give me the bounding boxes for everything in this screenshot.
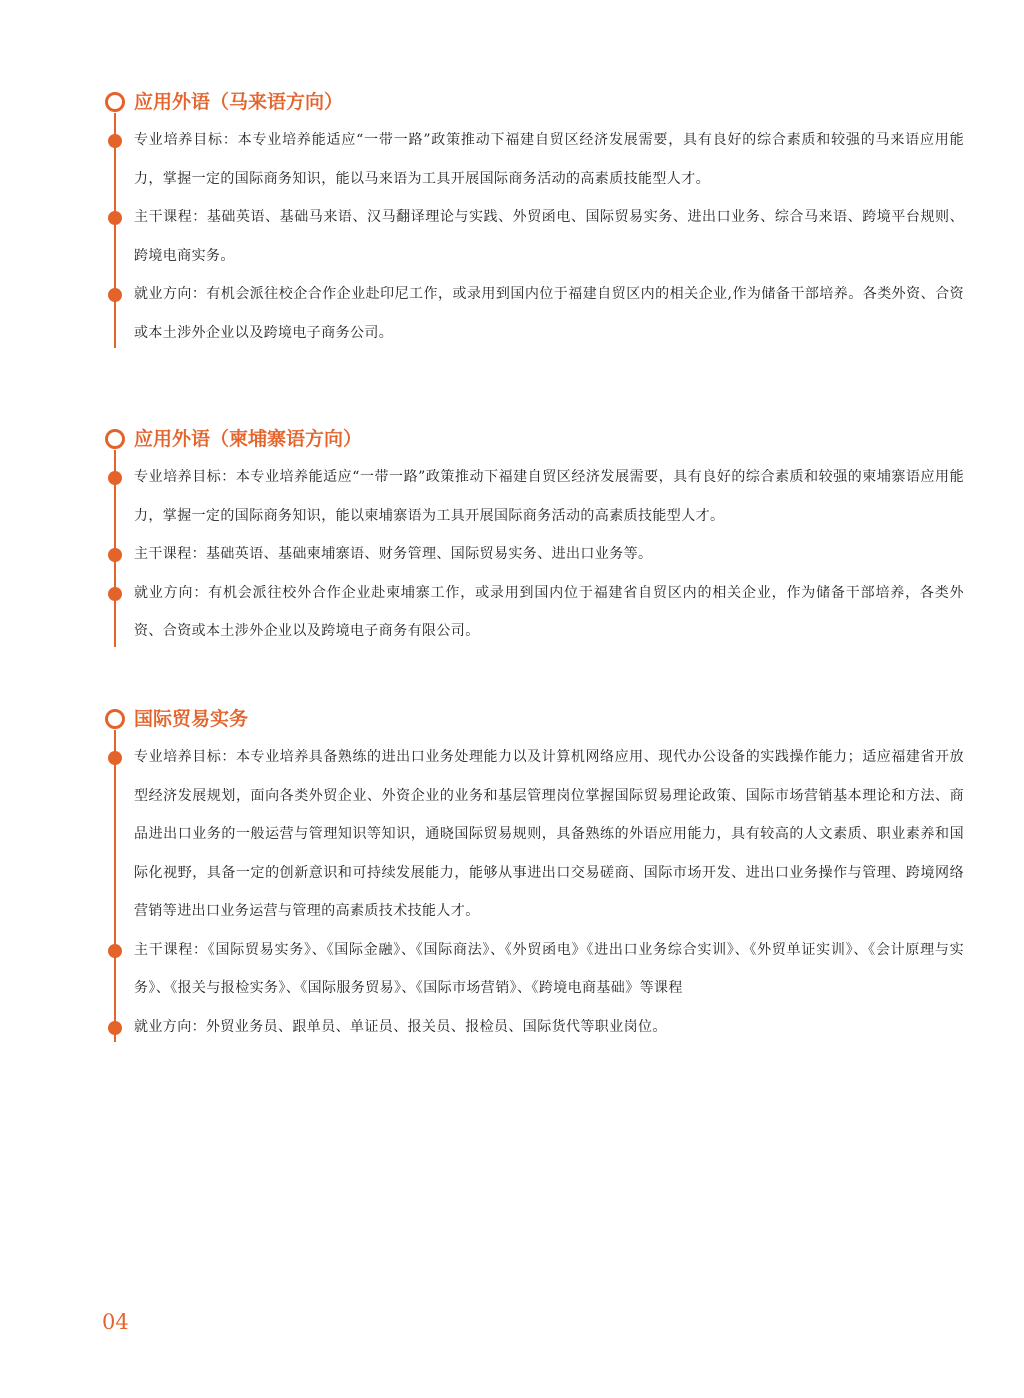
section-title <box>104 424 964 454</box>
bullet-dot-icon <box>108 134 122 148</box>
circle-marker-icon <box>105 709 125 729</box>
section-title-text: 国际贸易实务 <box>134 708 249 730</box>
item-text: 专业培养目标：本专业培养具备熟练的进出口业务处理能力以及计算机网络应用、现代办公设备的实践操作能力；适应福建省开放型经济发展规划，面向各类外贸企业、外资企业的业务和基层管理岗位掌握国际贸易理论政策、国际市场营销基本理论和方法、商品进出口业务的一般运营与管理知识等知识，通晓国际贸易规则，具备熟练的外语应用能力，具有较高的人文素质、职业素养和国际化视野，具备一定的创新意识和可持续发展能力，能够从事进出口交易磋商、国际市场开发、进出口业务操作与管理、跨境网络营销等进出口业务运营与管理的高素质技术技能人才。 <box>134 749 964 919</box>
section-malay <box>104 87 964 352</box>
section-khmer <box>104 424 964 651</box>
circle-marker-icon <box>105 92 125 112</box>
bullet-dot-icon <box>108 751 122 765</box>
item-employment <box>134 275 964 352</box>
section-title-text: 应用外语（柬埔寨语方向） <box>134 428 363 450</box>
item-employment <box>134 574 964 651</box>
item-text: 主干课程：基础英语、基础柬埔寨语、财务管理、国际贸易实务、进出口业务等。 <box>134 546 653 562</box>
item-objective <box>134 458 964 535</box>
section-international-trade <box>104 704 964 1046</box>
timeline-line <box>114 113 116 348</box>
section-title <box>104 87 964 117</box>
bullet-dot-icon <box>108 288 122 302</box>
item-text: 主干课程：《国际贸易实务》、《国际金融》、《国际商法》、《外贸函电》《进出口业务综合实训》、《外贸单证实训》、《会计原理与实务》、《报关与报检实务》、《国际服务贸易》、《国际市场营销》、《跨境电商基础》等课程 <box>134 941 964 996</box>
item-courses <box>134 535 964 574</box>
bullet-dot-icon <box>108 587 122 601</box>
item-courses <box>134 198 964 275</box>
timeline-line <box>114 730 116 1042</box>
item-text: 专业培养目标：本专业培养能适应“一带一路”政策推动下福建自贸区经济发展需要，具有良好的综合素质和较强的马来语应用能力，掌握一定的国际商务知识，能以马来语为工具开展国际商务活动的高素质技能型人才。 <box>134 132 964 187</box>
item-courses <box>134 931 964 1008</box>
circle-marker-icon <box>105 429 125 449</box>
item-text: 主干课程：基础英语、基础马来语、汉马翻译理论与实践、外贸函电、国际贸易实务、进出口业务、综合马来语、跨境平台规则、跨境电商实务。 <box>134 209 964 264</box>
bullet-dot-icon <box>108 1021 122 1035</box>
bullet-dot-icon <box>108 471 122 485</box>
item-text: 就业方向：有机会派往校外合作企业赴柬埔寨工作，或录用到国内位于福建省自贸区内的相关企业，作为储备干部培养，各类外资、合资或本土涉外企业以及跨境电子商务有限公司。 <box>134 584 964 639</box>
item-text: 就业方向：外贸业务员、跟单员、单证员、报关员、报检员、国际货代等职业岗位。 <box>134 1018 667 1035</box>
item-objective <box>134 738 964 931</box>
section-items <box>104 458 964 651</box>
item-text: 专业培养目标：本专业培养能适应“一带一路”政策推动下福建自贸区经济发展需要，具有良好的综合素质和较强的柬埔寨语应用能力，掌握一定的国际商务知识，能以柬埔寨语为工具开展国际商务活动的高素质技能型人才。 <box>134 469 964 524</box>
section-title-text: 应用外语（马来语方向） <box>134 91 344 113</box>
bullet-dot-icon <box>108 211 122 225</box>
item-objective <box>134 121 964 198</box>
bullet-dot-icon <box>108 944 122 958</box>
section-title <box>104 704 964 734</box>
item-text: 就业方向：有机会派往校企合作企业赴印尼工作，或录用到国内位于福建自贸区内的相关企业,作为储备干部培养。各类外资、合资或本土涉外企业以及跨境电子商务公司。 <box>134 286 964 341</box>
bullet-dot-icon <box>108 548 122 562</box>
page-number: 04 <box>102 1310 129 1334</box>
item-employment <box>134 1008 964 1047</box>
section-items <box>104 121 964 352</box>
section-items <box>104 738 964 1046</box>
